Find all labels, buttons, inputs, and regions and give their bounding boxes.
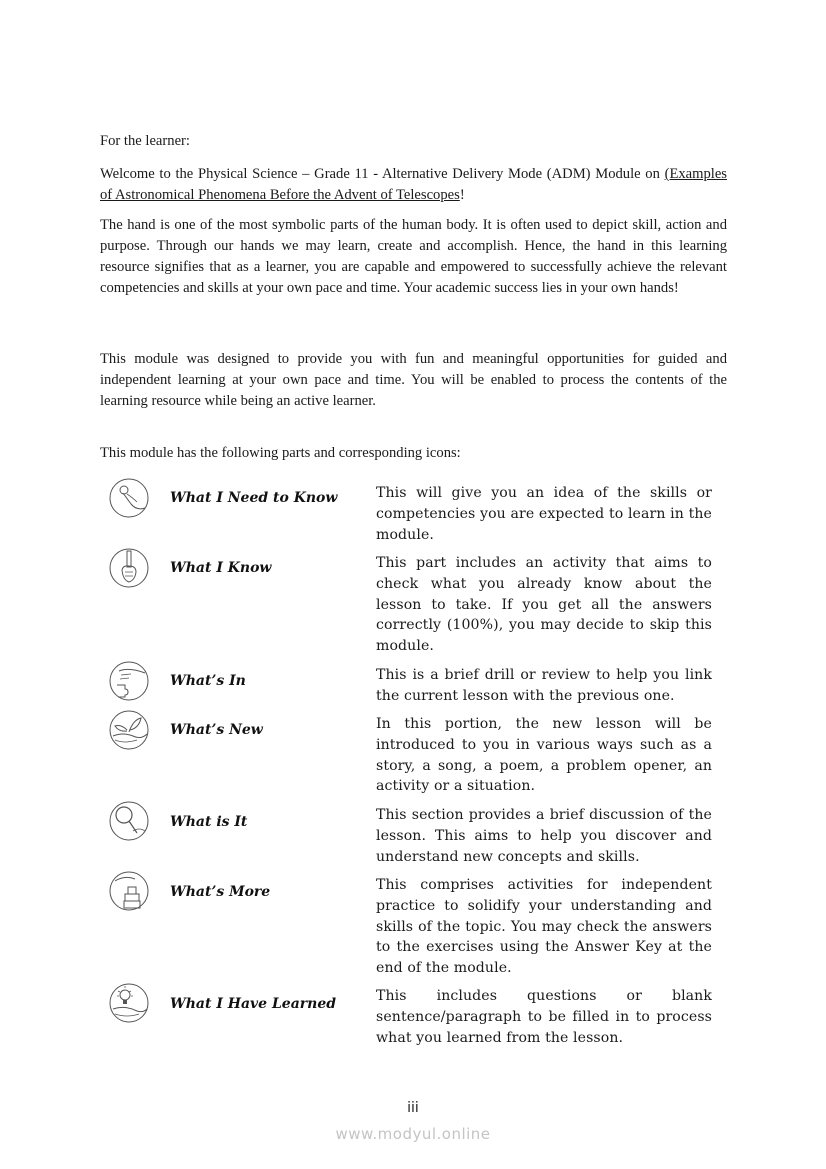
module-design-paragraph: This module was designed to provide you with fun and meaningful opportunities for guided and independent learning at your own pace and time. You will be enabled to process the contents of the learning resource while being an active learner. xyxy=(100,351,727,409)
watermark: www.modyul.online xyxy=(335,1125,491,1143)
hand-symbol-paragraph: The hand is one of the most symbolic parts of the human body. It is often used to depict skill, action and purpose. Through our hands we may learn, create and accomplish. Hence, the hand in this learning resource signifies that as a learner, you are capable and empowered to successfully achieve the relevant competencies and skills at your own pace and time. Your academic success lies in your own hands! xyxy=(100,217,727,296)
part-label: What’s New xyxy=(170,722,263,738)
hand-lightbulb-icon xyxy=(109,983,149,1023)
part-label: What I Know xyxy=(170,560,272,576)
parts-intro-text: This module has the following parts and corresponding icons: xyxy=(100,445,461,461)
hand-puzzle-icon xyxy=(109,661,149,701)
page-number: iii xyxy=(407,1100,419,1116)
part-label: What’s More xyxy=(170,884,271,900)
hand-magnifier-icon xyxy=(109,801,149,841)
part-label: What is It xyxy=(170,814,248,830)
part-description: This includes questions or blank sentence/paragraph to be filled in to process what you learned from the lesson. xyxy=(376,988,712,1046)
part-description: This will give you an idea of the skills or competencies you are expected to learn in the module. xyxy=(376,485,712,543)
part-description: This part includes an activity that aims to check what you already know about the lesson to take. If you get all the answers correctly (100%), you may decide to skip this module. xyxy=(376,555,712,655)
hand-blocks-icon xyxy=(109,871,149,911)
for-learner-heading: For the learner: xyxy=(100,133,190,149)
part-label: What I Have Learned xyxy=(170,996,337,1012)
module-title: (Examples of Astronomical Phenomena Before the Advent of Telescopes xyxy=(100,166,727,203)
part-description: This section provides a brief discussion of the lesson. This aims to help you discover and understand new concepts and skills. xyxy=(376,807,712,865)
welcome-prefix: Welcome to the Physical Science – Grade 11 - Alternative Delivery Mode (ADM) Module on xyxy=(100,166,665,182)
part-label: What’s In xyxy=(170,673,246,689)
hand-sprout-icon xyxy=(109,710,149,750)
part-description: This comprises activities for independent practice to solidify your understanding and skills of the topic. You may check the answers to the exercises using the Answer Key at the end of the module. xyxy=(376,877,712,977)
part-description: In this portion, the new lesson will be introduced to you in various ways such as a story, a song, a poem, a problem opener, an activity or a situation. xyxy=(376,716,712,795)
hand-raised-pencil-icon xyxy=(109,548,149,588)
part-description: This is a brief drill or review to help you link the current lesson with the previous one. xyxy=(376,667,712,704)
part-label: What I Need to Know xyxy=(170,490,338,506)
hand-pointing-icon xyxy=(109,478,149,518)
welcome-paragraph xyxy=(100,164,727,206)
welcome-suffix: ! xyxy=(459,186,465,203)
